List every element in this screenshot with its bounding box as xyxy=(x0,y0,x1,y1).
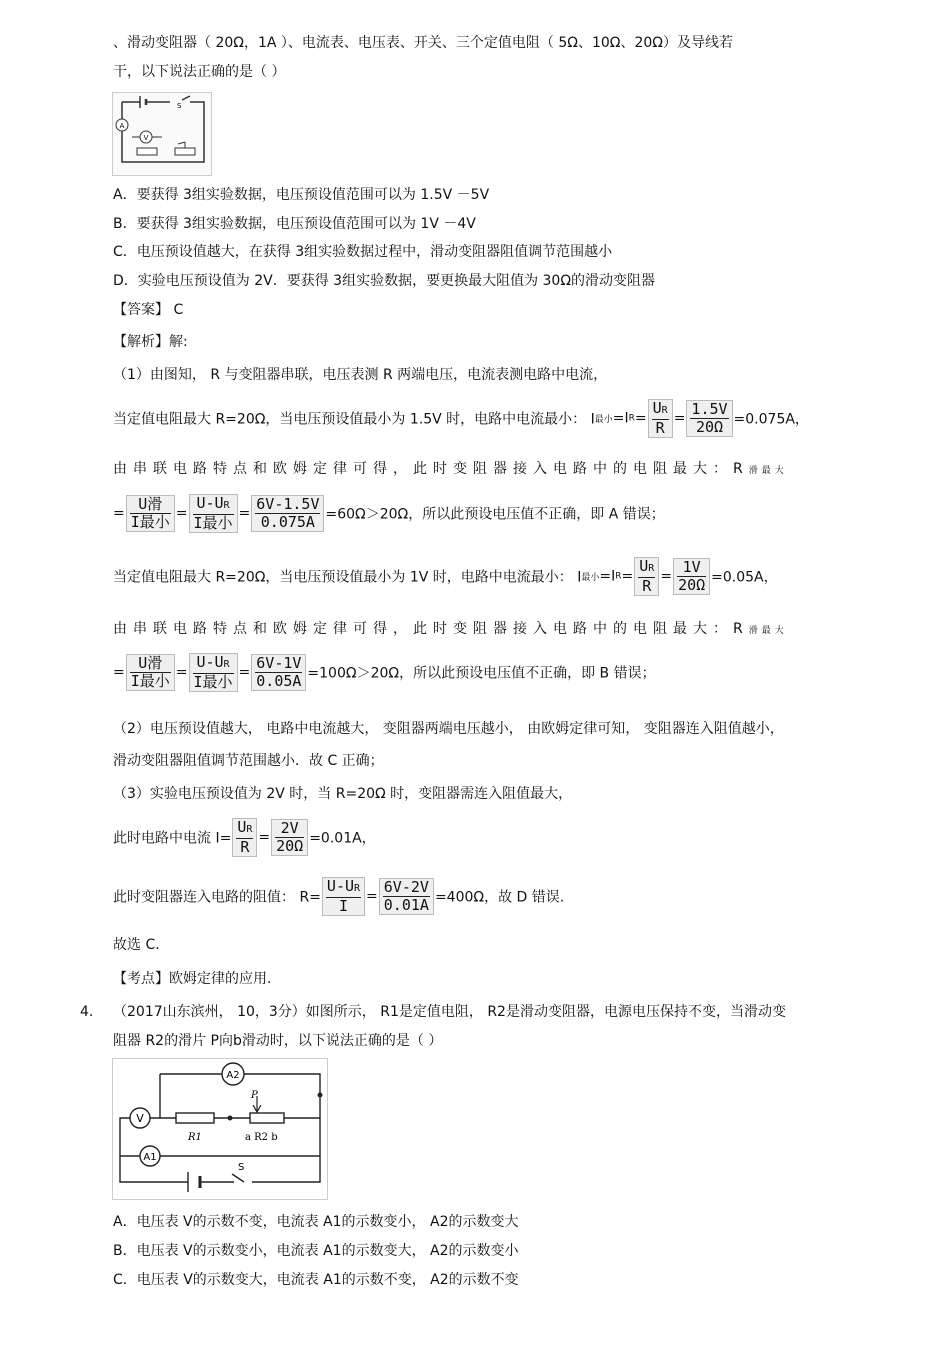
q3-a2-frac-uur-imin: $\frac{U-UR}{\text{I最小}}$ xyxy=(189,494,238,533)
q3-formula-a2: = $\frac{\text{U滑}}{\text{I最小}}$ = $\frac{U-UR}{\text{I最小}}$ = $\frac{6V-1.5V}{0.075A}$ =60Ω＞20Ω，所以此预设电压值不正确，即 A 错误； xyxy=(113,494,665,532)
q3-stem-line2: 干，以下说法正确的是（ ） xyxy=(113,64,286,80)
q4-option-a: A．电压表 V的示数不变，电流表 A1的示数变小， A2的示数变大 xyxy=(113,1214,519,1230)
q3-option-b: B．要获得 3组实验数据，电压预设值范围可以为 1V －4V xyxy=(113,216,476,232)
q3-circuit-diagram xyxy=(112,92,212,176)
q3-c2-frac-uur-i: $\frac{U-UR}{I}$ xyxy=(322,877,365,916)
q3-series-line-1: 由串联电路特点和欧姆定律可得，此时变阻器接入电路中的电阻最大：R滑最大 xyxy=(113,461,788,477)
q4-stem-line1: （2017山东滨州， 10，3分）如图所示， R1是定值电阻， R2是滑动变阻器，电源电压保持不变，当滑动变 xyxy=(113,1004,786,1020)
q3-a2-tail: =60Ω＞20Ω，所以此预设电压值不正确，即 A 错误； xyxy=(325,506,665,523)
q3-point: 【考点】欧姆定律的应用. xyxy=(113,971,272,987)
q3-analysis-p1: （1）由图知， R 与变阻器串联，电压表测 R 两端电压，电流表测电路中电流， xyxy=(113,367,608,383)
q3-a1-sub-r: R xyxy=(628,413,635,424)
q3-c1-frac-ur-r: $\frac{UR}{R}$ xyxy=(232,818,257,857)
q3-a1-frac-ur-r: $\frac{UR}{R}$ xyxy=(648,399,673,438)
q3-option-a: A．要获得 3组实验数据，电压预设值范围可以为 1.5V －5V xyxy=(113,187,490,203)
q3-a1-mid: =I xyxy=(612,410,629,427)
q3-choose: 故选 C． xyxy=(113,937,170,953)
q4-r1-label: R1 xyxy=(188,1132,202,1143)
q3-c1-result: =0.01A， xyxy=(309,830,376,847)
q4-option-c: C．电压表 V的示数变大，电流表 A1的示数不变， A2的示数不变 xyxy=(113,1272,519,1288)
q4-voltmeter-label: V xyxy=(136,1112,144,1125)
q3-b1-frac-ur-r: $\frac{UR}{R}$ xyxy=(634,557,659,596)
q3-answer: 【答案】 C xyxy=(113,302,184,318)
q4-r2-label: a R2 b xyxy=(245,1132,278,1143)
q3-b2-frac-values: $\frac{6V-1V}{0.05A}$ xyxy=(251,654,306,691)
q3-c2-prefix: 此时变阻器连入电路的阻值： R= xyxy=(113,889,321,906)
q3-c2-frac-values: $\frac{6V-2V}{0.01A}$ xyxy=(379,878,434,915)
q3-c1-frac-values: $\frac{2V}{20\Omega}$ xyxy=(271,819,308,856)
q3-option-d: D．实验电压预设值为 2V．要获得 3组实验数据，要更换最大阻值为 30Ω的滑动变阻器 xyxy=(113,273,656,289)
q3-voltmeter-label: V xyxy=(143,134,149,142)
q4-slider-p-label: P xyxy=(251,1090,258,1101)
q4-circuit-diagram xyxy=(112,1058,328,1200)
q3-option-c: C．电压预设值越大，在获得 3组实验数据过程中，滑动变阻器阻值调节范围越小 xyxy=(113,244,613,260)
q3-ammeter-label: A xyxy=(119,122,125,130)
q3-a1-frac-values: $\frac{1.5V}{20\Omega}$ xyxy=(686,400,732,437)
q3-formula-b1: 当定值电阻最大 R=20Ω，当电压预设值最小为 1V 时，电路中电流最小： I最小=IR= $\frac{UR}{R}$ = $\frac{1V}{20\Omega}$ =0.05A， xyxy=(113,557,778,595)
q3-stem-line1: 、滑动变阻器（ 20Ω，1A ）、电流表、电压表、开关、三个定值电阻（ 5Ω、10Ω、20Ω）及导线若 xyxy=(113,35,733,51)
q3-formula-b2: = $\frac{\text{U滑}}{\text{I最小}}$ = $\frac{U-UR}{\text{I最小}}$ = $\frac{6V-1V}{0.05A}$ =100Ω＞20Ω，所以此预设电压值不正确，即 B 错误； xyxy=(113,653,656,691)
q3-formula-a1: 当定值电阻最大 R=20Ω，当电压预设值最小为 1.5V 时，电路中电流最小： I最小=IR= $\frac{UR}{R}$ = $\frac{1.5V}{20\Omega}$ =0.075A， xyxy=(113,399,809,437)
q4-option-b: B．电压表 V的示数变小，电流表 A1的示数变大， A2的示数变小 xyxy=(113,1243,519,1259)
q3-analysis-p2-line1: （2）电压预设值越大， 电路中电流越大， 变阻器两端电压越小， 由欧姆定律可知， 变阻器连入阻值越小， xyxy=(113,721,784,737)
q4-ammeter-a1-label: A1 xyxy=(143,1152,157,1163)
q4-stem-line2: 阻器 R2的滑片 P向b滑动时，以下说法正确的是（ ） xyxy=(113,1033,443,1049)
q3-a2-frac-uh-imin: $\frac{\text{U滑}}{\text{I最小}}$ xyxy=(126,495,175,532)
q3-switch-label: S xyxy=(177,102,182,110)
q3-a1-prefix: 当定值电阻最大 R=20Ω，当电压预设值最小为 1.5V 时，电路中电流最小： I xyxy=(113,411,595,428)
q3-analysis-title: 【解析】解: xyxy=(113,334,188,350)
q3-b1-prefix: 当定值电阻最大 R=20Ω，当电压预设值最小为 1V 时，电路中电流最小： I xyxy=(113,569,582,586)
q3-a1-eq: = xyxy=(634,410,647,427)
q3-analysis-p2-line2: 滑动变阻器阻值调节范围越小．故 C 正确； xyxy=(113,753,384,769)
q3-b1-frac-values: $\frac{1V}{20\Omega}$ xyxy=(673,558,710,595)
q3-formula-c2: 此时变阻器连入电路的阻值： R= $\frac{U-UR}{I}$ = $\frac{6V-2V}{0.01A}$ =400Ω，故 D 错误. xyxy=(113,877,565,915)
q3-a1-sub-min: 最小 xyxy=(594,415,613,425)
q3-analysis-p3: （3）实验电压预设值为 2V 时，当 R=20Ω 时，变阻器需连入阻值最大， xyxy=(113,786,573,802)
q3-series-line-2: 由串联电路特点和欧姆定律可得，此时变阻器接入电路中的电阻最大：R滑最大 xyxy=(113,621,788,637)
q3-formula-c1: 此时电路中电流 I= $\frac{UR}{R}$ = $\frac{2V}{20\Omega}$ =0.01A， xyxy=(113,818,376,856)
q3-a2-frac-values: $\frac{6V-1.5V}{0.075A}$ xyxy=(251,495,324,532)
q4-switch-label: S xyxy=(238,1162,245,1173)
q3-c1-prefix: 此时电路中电流 I= xyxy=(113,830,232,847)
q3-a1-result: =0.075A， xyxy=(733,411,809,428)
q4-number: 4. xyxy=(80,1004,94,1020)
q3-b2-tail: =100Ω＞20Ω，所以此预设电压值不正确，即 B 错误； xyxy=(307,665,656,682)
q3-b2-frac-uh-imin: $\frac{\text{U滑}}{\text{I最小}}$ xyxy=(126,654,175,691)
q4-ammeter-a2-label: A2 xyxy=(226,1070,240,1081)
q3-c2-result: =400Ω，故 D 错误. xyxy=(434,889,565,906)
q3-b1-result: =0.05A， xyxy=(711,569,778,586)
q3-b2-frac-uur-imin: $\frac{U-UR}{\text{I最小}}$ xyxy=(189,653,238,692)
